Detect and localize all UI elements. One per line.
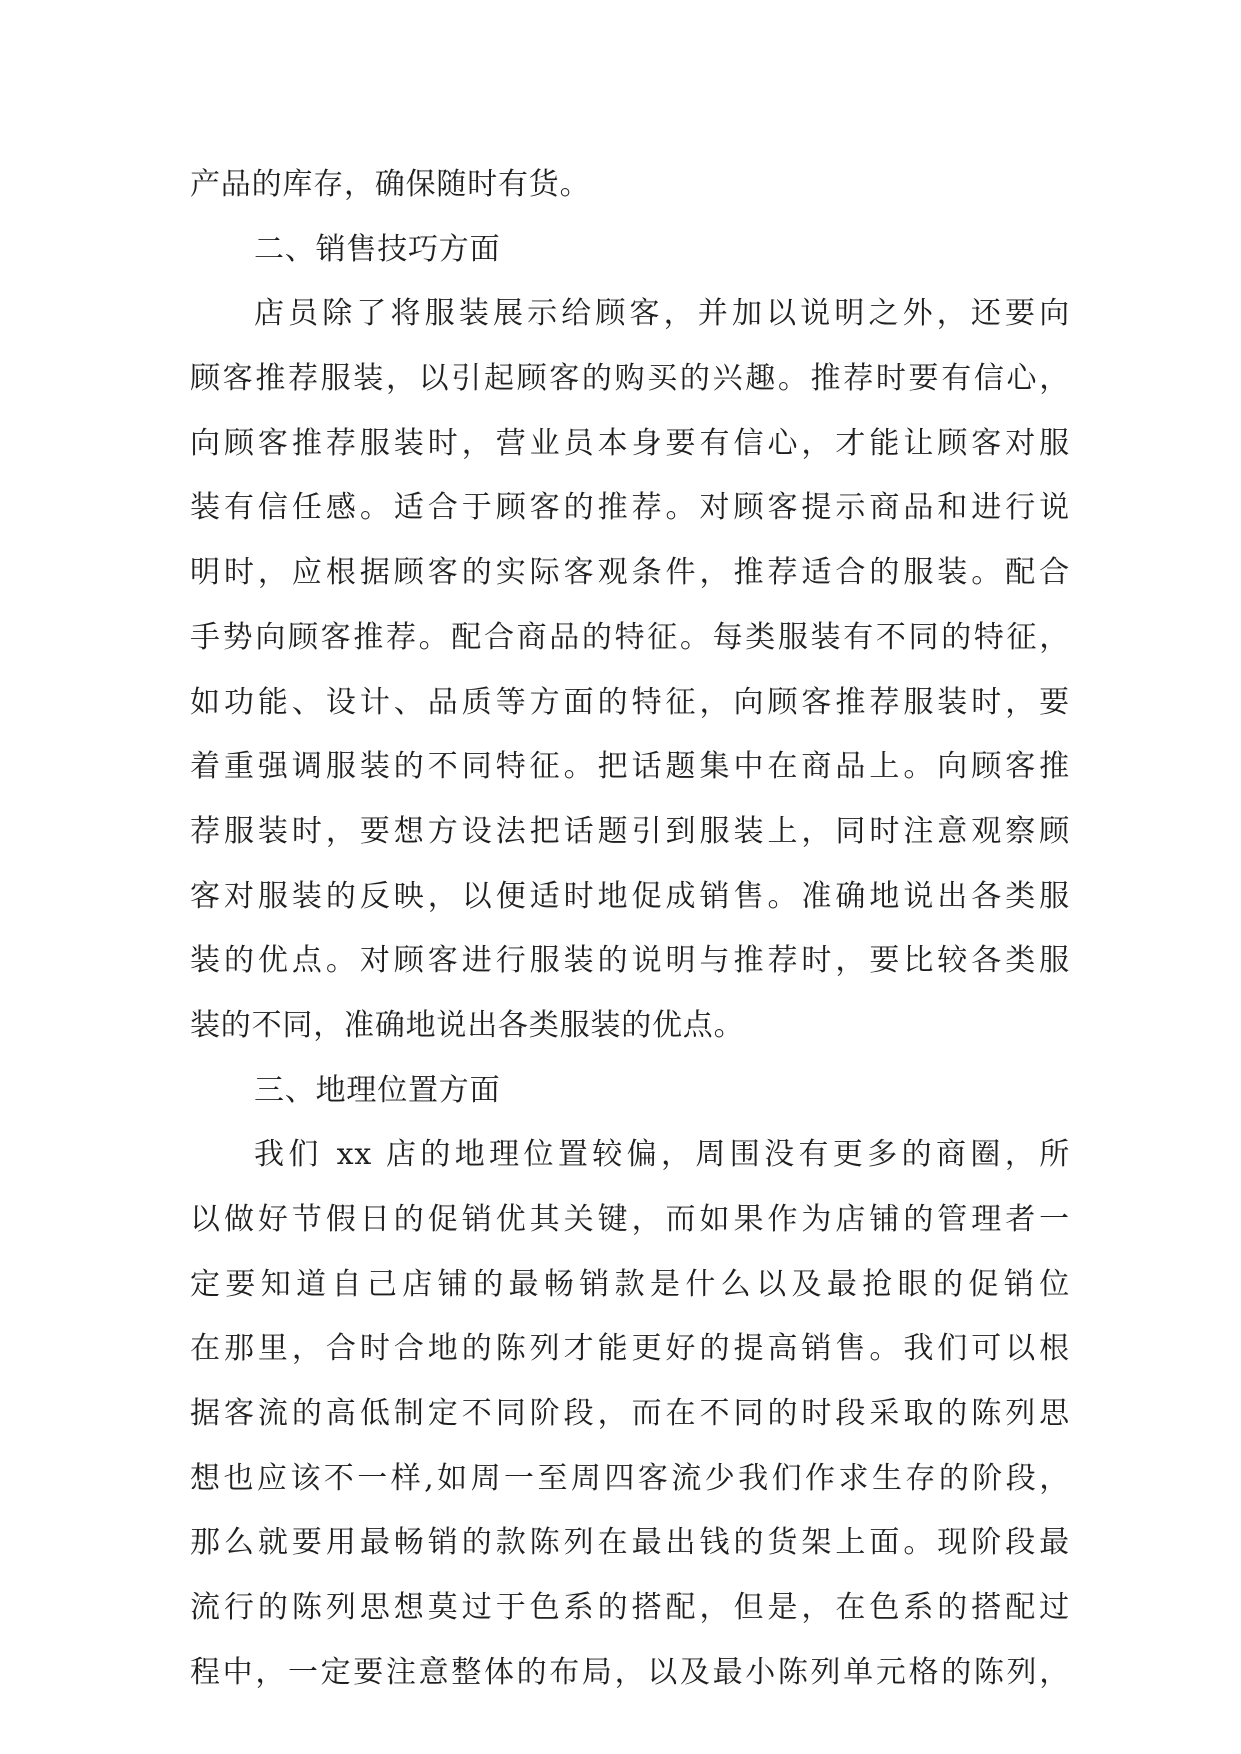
text-line: 以做好节假日的促销优其关键，而如果作为店铺的管理者一 bbox=[190, 1202, 1070, 1237]
text-line: 明时，应根据顾客的实际客观条件，推荐适合的服装。配合 bbox=[190, 555, 1070, 591]
text-line: 想也应该不一样,如周一至周四客流少我们作求生存的阶段， bbox=[190, 1460, 1070, 1496]
text-line: 店员除了将服装展示给顾客，并加以说明之外，还要向 bbox=[254, 296, 1070, 332]
text-line: 如功能、设计、品质等方面的特征，向顾客推荐服装时，要 bbox=[190, 684, 1070, 720]
text-line: 流行的陈列思想莫过于色系的搭配，但是，在色系的搭配过 bbox=[190, 1590, 1070, 1626]
text-line: 那么就要用最畅销的款陈列在最出钱的货架上面。现阶段最 bbox=[190, 1525, 1070, 1561]
text-line: 装的不同，准确地说出各类服装的优点。 bbox=[190, 1007, 745, 1043]
text-line: 着重强调服装的不同特征。把话题集中在商品上。向顾客推 bbox=[190, 749, 1070, 785]
text-line: 程中，一定要注意整体的布局，以及最小陈列单元格的陈列， bbox=[190, 1654, 1070, 1690]
text-line: 装的优点。对顾客进行服装的说明与推荐时，要比较各类服 bbox=[190, 943, 1070, 979]
text-line: 据客流的高低制定不同阶段，而在不同的时段采取的陈列思 bbox=[190, 1396, 1070, 1432]
text-line: 客对服装的反映，以便适时地促成销售。准确地说出各类服 bbox=[190, 878, 1070, 914]
text-line: 我们 xx 店的地理位置较偏，周围没有更多的商圈，所 bbox=[254, 1137, 1070, 1173]
text-line: 在那里，合时合地的陈列才能更好的提高销售。我们可以根 bbox=[190, 1331, 1070, 1367]
text-line: 向顾客推荐服装时，营业员本身要有信心，才能让顾客对服 bbox=[190, 425, 1070, 461]
text-line: 二、销售技巧方面 bbox=[254, 231, 501, 267]
text-line: 荐服装时，要想方设法把话题引到服装上，同时注意观察顾 bbox=[190, 813, 1070, 849]
text-line: 手势向顾客推荐。配合商品的特征。每类服装有不同的特征， bbox=[190, 619, 1070, 655]
text-line: 产品的库存，确保随时有货。 bbox=[190, 167, 591, 202]
document-body bbox=[190, 153, 1070, 1706]
text-line: 装有信任感。适合于顾客的推荐。对顾客提示商品和进行说 bbox=[190, 490, 1070, 526]
text-line: 定要知道自己店铺的最畅销款是什么以及最抢眼的促销位 bbox=[190, 1266, 1070, 1302]
text-line: 三、地理位置方面 bbox=[254, 1072, 501, 1108]
text-line: 顾客推荐服装，以引起顾客的购买的兴趣。推荐时要有信心， bbox=[190, 361, 1070, 397]
